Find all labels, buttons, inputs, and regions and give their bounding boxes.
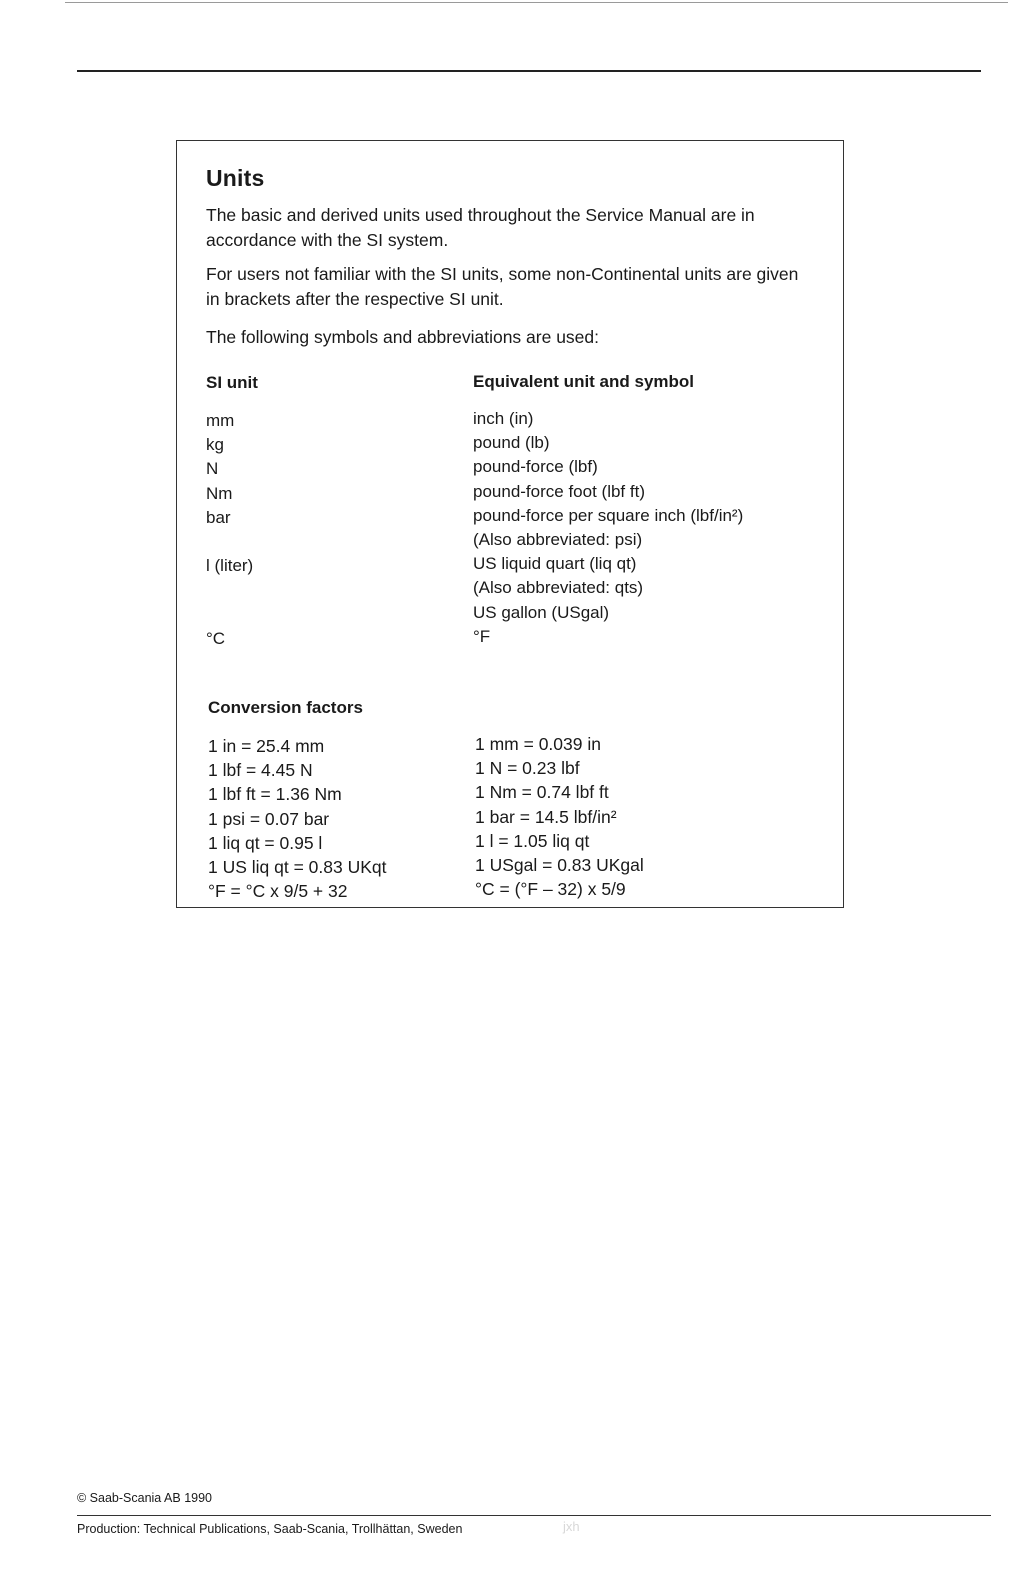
si-unit-item — [206, 578, 253, 602]
conversion-item: 1 Nm = 0.74 lbf ft — [475, 782, 609, 803]
equivalent-unit-item: (Also abbreviated: qts) — [473, 578, 644, 598]
si-unit-item: °C — [206, 628, 226, 648]
conversion-item: 1 bar = 14.5 lbf/in² — [475, 806, 617, 827]
si-unit-item — [206, 603, 253, 627]
conversion-item: 1 USgal = 0.83 UKgal — [475, 854, 644, 875]
header-rule — [77, 70, 981, 72]
intro-paragraph-2: For users not familiar with the SI units, some non-Continental units are given in brackets after the respective SI unit. — [206, 264, 799, 309]
equivalent-unit-item: US gallon (USgal) — [473, 602, 610, 622]
equivalent-unit-header: Equivalent unit and symbol — [473, 372, 695, 391]
conversion-item: 1 US liq qt = 0.83 UKqt — [208, 856, 387, 877]
conversion-list-right — [475, 732, 644, 901]
conversion-item: 1 lbf ft = 1.36 Nm — [208, 784, 342, 805]
footer-rule — [77, 1515, 991, 1516]
si-unit-item: bar — [206, 507, 231, 527]
units-box — [176, 140, 844, 908]
production-credit: Production: Technical Publications, Saab-Scania, Trollhättan, Sweden — [77, 1522, 463, 1536]
conversion-factors-header: Conversion factors — [208, 698, 363, 717]
equivalent-unit-item: pound-force per square inch (lbf/in²) — [473, 505, 744, 525]
si-unit-item: N — [206, 459, 219, 479]
faint-mark: jxh — [563, 1519, 580, 1534]
equivalent-unit-list — [473, 407, 743, 649]
top-edge-line — [65, 2, 1008, 3]
conversion-item: 1 l = 1.05 liq qt — [475, 830, 590, 851]
conversion-item: 1 N = 0.23 lbf — [475, 758, 580, 779]
si-unit-item — [206, 530, 253, 554]
equivalent-unit-item: pound-force (lbf) — [473, 457, 598, 477]
equivalent-unit-item: pound-force foot (lbf ft) — [473, 481, 645, 501]
conversion-item: 1 in = 25.4 mm — [208, 736, 325, 756]
si-unit-item: kg — [206, 435, 224, 455]
conversion-item: 1 lbf = 4.45 N — [208, 760, 313, 781]
equivalent-unit-item: (Also abbreviated: psi) — [473, 529, 643, 549]
conversion-item: °C = (°F – 32) x 5/9 — [475, 879, 626, 900]
conversion-item: °F = °C x 9/5 + 32 — [208, 881, 348, 902]
equivalent-unit-item: US liquid quart (liq qt) — [473, 554, 637, 574]
equivalent-unit-item: inch (in) — [473, 409, 534, 428]
conversion-item: 1 psi = 0.07 bar — [208, 808, 330, 829]
conversion-item: 1 liq qt = 0.95 l — [208, 832, 323, 853]
si-unit-header: SI unit — [206, 373, 258, 392]
conversion-item: 1 mm = 0.039 in — [475, 734, 601, 754]
si-unit-item: l (liter) — [206, 556, 254, 576]
si-unit-item: Nm — [206, 483, 233, 503]
si-unit-list — [206, 409, 253, 651]
si-unit-item: mm — [206, 411, 235, 430]
conversion-list-left — [208, 734, 387, 903]
units-title: Units — [206, 165, 265, 191]
copyright-notice: © Saab-Scania AB 1990 — [77, 1491, 212, 1505]
equivalent-unit-item: pound (lb) — [473, 433, 550, 453]
equivalent-unit-item: °F — [473, 626, 491, 646]
intro-paragraph-1: The basic and derived units used throughout the Service Manual are in accordance with the SI system. — [206, 205, 755, 250]
intro-paragraph-3: The following symbols and abbreviations are used: — [206, 327, 599, 347]
